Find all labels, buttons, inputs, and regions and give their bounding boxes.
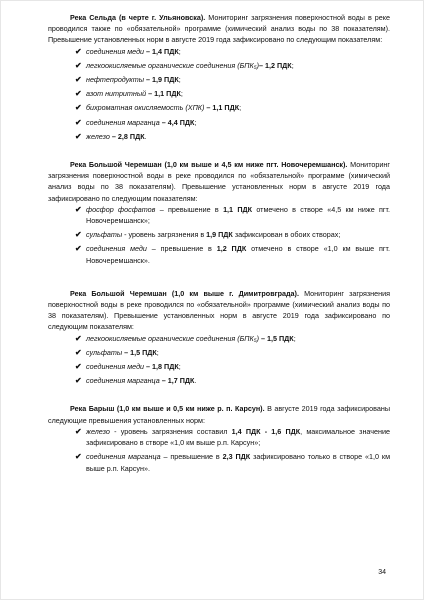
- check-icon: ✔: [75, 131, 82, 141]
- section-bolshoy-cheremshan-novocheremshansk: [48, 159, 390, 266]
- list-item: ✔ соединения марганца – 4,4 ПДК;: [75, 117, 197, 127]
- list-item: ✔ сульфаты - уровень загрязнения в 1,9 ПДК зафиксирован в обоих створах;: [75, 230, 341, 240]
- indicator-list: [48, 426, 390, 474]
- check-icon: ✔: [75, 103, 82, 113]
- indicator-list: [48, 333, 390, 387]
- section-paragraph: [48, 12, 390, 46]
- list-item: ✔ азот нитритный – 1,1 ПДК;: [75, 89, 183, 99]
- check-icon: ✔: [75, 230, 82, 240]
- indicator-list: [48, 46, 390, 142]
- list-item: ✔ соединения марганца – превышение в 2,3 ПДК зафиксировано только в створе «1,0 км выше р.п. Карсун».: [75, 452, 391, 473]
- list-item: ✔ нефтепродукты – 1,9 ПДК;: [75, 75, 181, 85]
- list-item: ✔ соединения меди – 1,8 ПДК;: [75, 362, 181, 372]
- list-item: ✔ сульфаты – 1,5 ПДК;: [75, 347, 159, 357]
- check-icon: ✔: [75, 452, 82, 462]
- check-icon: ✔: [75, 60, 82, 70]
- list-item: ✔ бихроматная окисляемость (ХПК) – 1,1 ПДК;: [75, 103, 242, 113]
- check-icon: ✔: [75, 244, 82, 254]
- list-item: ✔ фосфор фосфатов – превышение в 1,1 ПДК отмечено в створе «4,5 км ниже пгт. Новочеремшанск»;: [75, 204, 390, 226]
- list-item: ✔ легкоокисляемые органические соединения (БПК₅)– 1,2 ПДК;: [75, 60, 294, 70]
- list-item: ✔ легкоокисляемые органические соединения (БПК₅) – 1,5 ПДК;: [75, 333, 296, 343]
- list-item: ✔ соединения меди – превышение в 1,2 ПДК отмечено в створе «1,0 км выше пгт. Новочеремшанск».: [75, 244, 390, 265]
- check-icon: ✔: [75, 333, 82, 343]
- list-item: ✔ железо - уровень загрязнения составил 1,4 ПДК - 1,6 ПДК, максимальное значение зафиксировано в створе «1,0 км выше р.п. Карсун»;: [75, 426, 390, 448]
- list-item: ✔ железо – 2,8 ПДК.: [75, 131, 147, 141]
- check-icon: ✔: [75, 376, 82, 386]
- section-barysh: [48, 403, 390, 473]
- page-number: 34: [378, 569, 386, 576]
- section-text: Мониторинг загрязнения поверхностной воды в реке проводился также по «обязательной» программе (химический анализ воды по 38 показателям). Превышение установленных норм в августе 2019 года зафиксировано по следующим показателям:: [48, 13, 390, 45]
- check-icon: ✔: [75, 204, 82, 214]
- section-text: Мониторинг загрязнения поверхностной воды в реке проводился по «обязательной» программе (химический анализ воды по 38 показателям). Превышение установленных норм в августе 2019 года зафиксировано по следующим показателям:: [48, 160, 391, 203]
- section-heading: Река Большой Черемшан (1,0 км выше г. Димитровграда).: [70, 288, 299, 298]
- check-icon: ✔: [75, 46, 82, 56]
- list-item: ✔ соединения марганца – 1,7 ПДК.: [75, 376, 197, 386]
- check-icon: ✔: [75, 362, 82, 372]
- section-heading: Река Сельда (в черте г. Ульяновска).: [70, 13, 206, 22]
- section-text: В августе 2019 года зафиксированы следующие превышения установленных норм:: [48, 404, 390, 425]
- check-icon: ✔: [75, 75, 82, 85]
- check-icon: ✔: [75, 347, 82, 357]
- section-paragraph: [48, 288, 390, 333]
- section-selda: [48, 12, 390, 142]
- indicator-list: [48, 204, 390, 266]
- check-icon: ✔: [75, 89, 82, 99]
- check-icon: ✔: [75, 117, 82, 127]
- section-heading: Река Барыш (1,0 км выше и 0,5 км ниже р. п. Карсун).: [70, 404, 265, 414]
- section-paragraph: [48, 403, 390, 425]
- section-paragraph: [48, 159, 390, 204]
- list-item: ✔ соединения меди – 1,4 ПДК;: [75, 46, 181, 56]
- section-bolshoy-cheremshan-dimitrovgrad: [48, 288, 390, 387]
- check-icon: ✔: [75, 426, 82, 436]
- section-text: Мониторинг загрязнения поверхностной воды в реке проводился по «обязательной» программе (химический анализ воды по 38 показателям). Превышение установленных норм в августе 2019 года зафиксировано по следующим показателям:: [48, 288, 391, 332]
- section-heading: Река Большой Черемшан (1,0 км выше и 4,5 км ниже пгт. Новочеремшанск).: [70, 160, 348, 170]
